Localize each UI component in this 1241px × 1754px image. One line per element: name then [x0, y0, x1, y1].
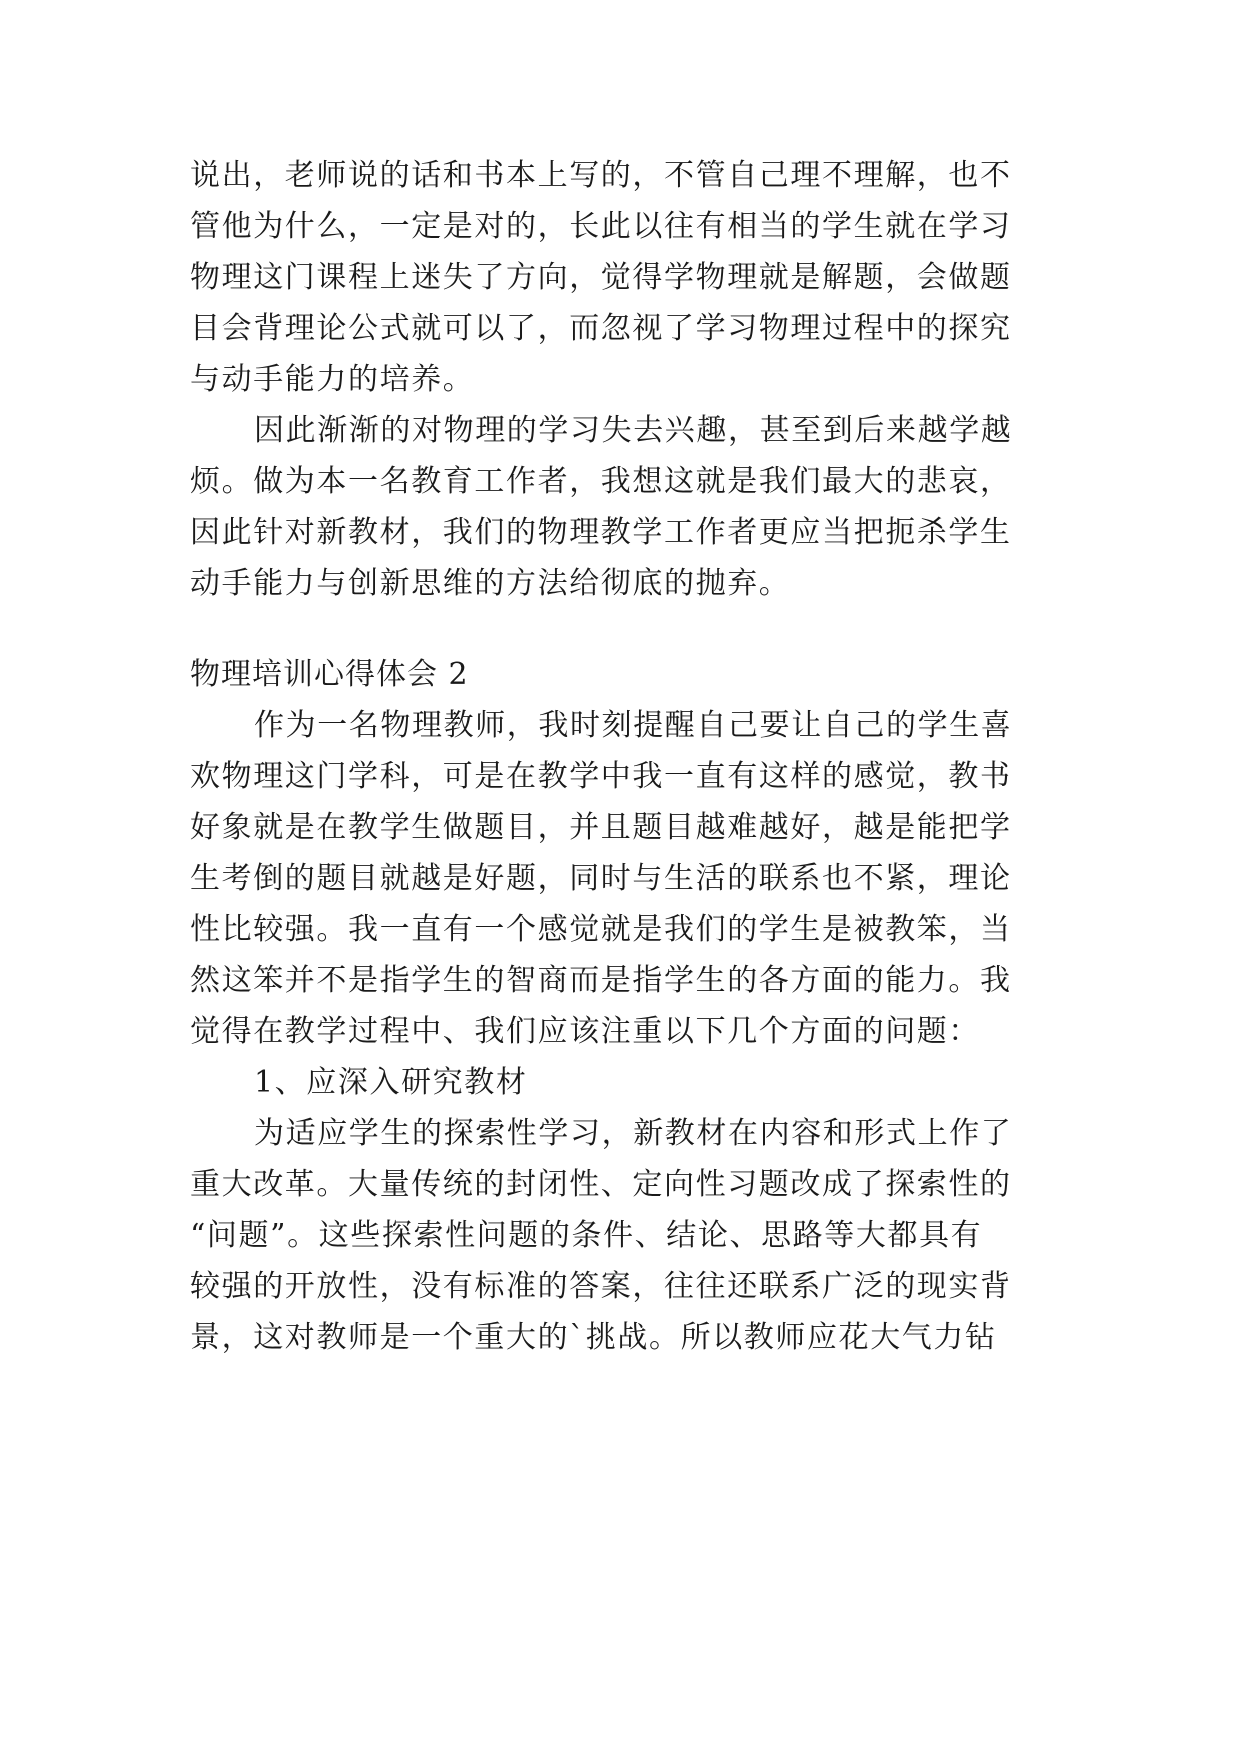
text-line: “问题”。这些探索性问题的条件、结论、思路等大都具有 [190, 1218, 983, 1253]
text-line: 景，这对教师是一个重大的`挑战。所以教师应花大气力钻 [190, 1320, 997, 1355]
text-line: 重大改革。大量传统的封闭性、定向性习题改成了探索性的 [190, 1167, 1012, 1202]
text-line: 生考倒的题目就越是好题，同时与生活的联系也不紧，理论 [190, 861, 1012, 896]
text-line: 觉得在教学过程中、我们应该注重以下几个方面的问题： [190, 1014, 980, 1049]
text-line: 动手能力与创新思维的方法给彻底的抛弃。 [190, 566, 791, 601]
paragraph [190, 700, 1056, 1057]
spacer [190, 609, 1056, 649]
text-line: 较强的开放性，没有标准的答案，往往还联系广泛的现实背 [190, 1269, 1012, 1304]
paragraph [190, 1108, 1056, 1363]
paragraph-continued [190, 150, 1056, 405]
text-line: 物理这门课程上迷失了方向，觉得学物理就是解题，会做题 [190, 260, 1012, 295]
text-line: 欢物理这门学科，可是在教学中我一直有这样的感觉，教书 [190, 759, 1012, 794]
document-page [190, 150, 1056, 1363]
text-line: 管他为什么，一定是对的，长此以往有相当的学生就在学习 [190, 209, 1012, 244]
text-line: 因此渐渐的对物理的学习失去兴趣，甚至到后来越学越 [254, 413, 1013, 448]
text-line: 性比较强。我一直有一个感觉就是我们的学生是被教笨，当 [190, 912, 1012, 947]
text-line: 作为一名物理教师，我时刻提醒自己要让自己的学生喜 [254, 708, 1013, 743]
text-line: 然这笨并不是指学生的智商而是指学生的各方面的能力。我 [190, 963, 1012, 998]
text-line: 烦。做为本一名教育工作者，我想这就是我们最大的悲哀， [190, 464, 1012, 499]
text-line: 好象就是在教学生做题目，并且题目越难越好，越是能把学 [190, 810, 1012, 845]
list-item: 1、应深入研究教材 [254, 1065, 528, 1100]
text-line: 目会背理论公式就可以了，而忽视了学习物理过程中的探究 [190, 311, 1012, 346]
text-line: 与动手能力的培养。 [190, 362, 475, 397]
paragraph [190, 405, 1056, 609]
text-line: 因此针对新教材，我们的物理教学工作者更应当把扼杀学生 [190, 515, 1012, 550]
text-line: 说出，老师说的话和书本上写的，不管自己理不理解，也不 [190, 158, 1012, 193]
section-heading: 物理培训心得体会 2 [190, 657, 469, 692]
text-line: 为适应学生的探索性学习，新教材在内容和形式上作了 [254, 1116, 1013, 1151]
